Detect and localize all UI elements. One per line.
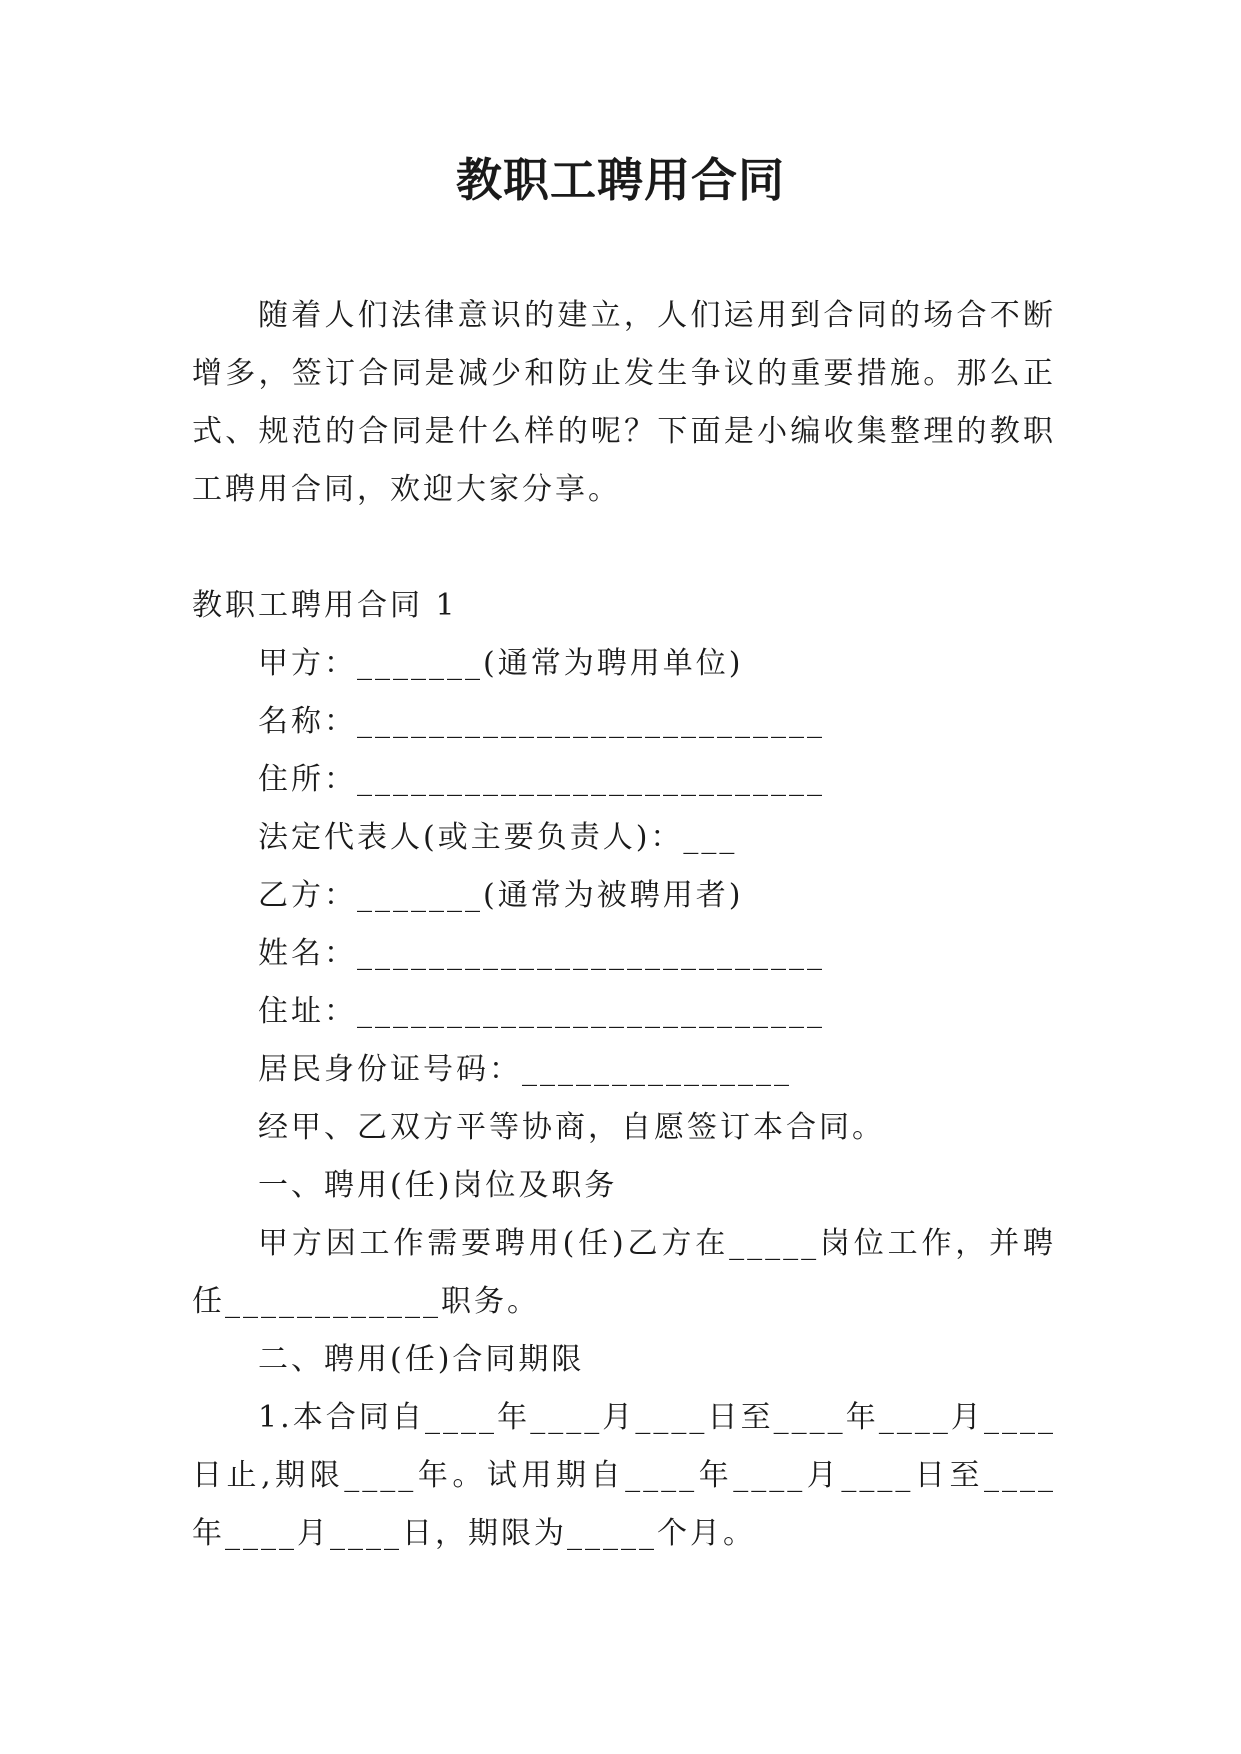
- party-b-field: 乙方：_______(通常为被聘用者): [258, 878, 744, 913]
- spacer: [192, 519, 1056, 577]
- clause1-heading: 一、聘用(任)岗位及职务: [258, 1168, 618, 1203]
- document-title: 教职工聘用合同: [456, 153, 785, 207]
- id-number-field: 居民身份证号码：_______________: [258, 1052, 792, 1087]
- clause1-text: 甲方因工作需要聘用(任)乙方在_____岗位工作，并聘任____________职务。: [192, 1226, 1056, 1319]
- section-heading: 教职工聘用合同 1: [192, 588, 458, 623]
- address-a-field: 住所：__________________________: [258, 762, 825, 797]
- address-b-field: 住址：__________________________: [258, 994, 825, 1029]
- clause2-text: 1.本合同自____年____月____日至____年____月____日止,期限____年。试用期自____年____月____日至____年____月____日，期限为_____个月。: [192, 1400, 1056, 1551]
- document-body: [192, 287, 1056, 1563]
- agreement-statement: 经甲、乙双方平等协商，自愿签订本合同。: [258, 1110, 885, 1145]
- person-name-field: 姓名：__________________________: [258, 936, 825, 971]
- party-a-field: 甲方：_______(通常为聘用单位): [258, 646, 744, 681]
- intro-paragraph: 随着人们法律意识的建立，人们运用到合同的场合不断增多，签订合同是减少和防止发生争议的重要措施。那么正式、规范的合同是什么样的呢？下面是小编收集整理的教职工聘用合同，欢迎大家分享。: [192, 298, 1056, 507]
- clause2-heading: 二、聘用(任)合同期限: [258, 1342, 585, 1377]
- legal-rep-field: 法定代表人(或主要负责人)：___: [258, 820, 738, 855]
- name-field: 名称：__________________________: [258, 704, 825, 739]
